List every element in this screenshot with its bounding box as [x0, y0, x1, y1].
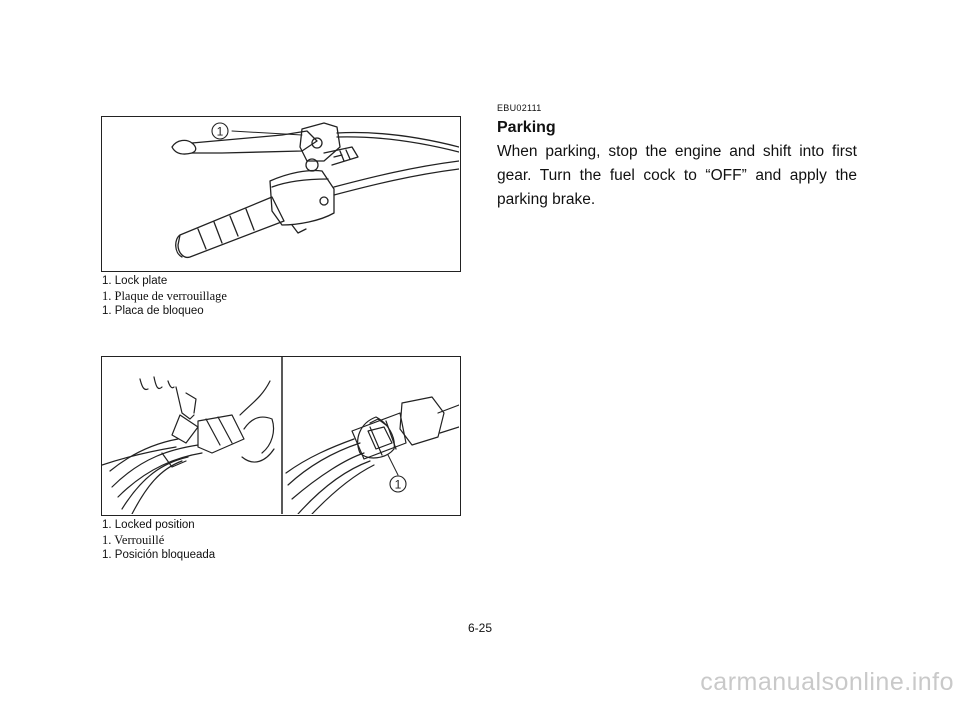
- callout-1: 1: [394, 477, 402, 492]
- section-body: When parking, stop the engine and shift into first gear. Turn the fuel cock to “OFF” and apply the parking brake.: [497, 143, 857, 208]
- figure2-captions: [102, 518, 215, 563]
- caption-fr: 1. Plaque de verrouillage: [102, 289, 227, 303]
- watermark: carmanualsonline.info: [700, 668, 954, 696]
- lever-illustration: [102, 117, 459, 270]
- figure-locked-position: [101, 356, 461, 516]
- section-code: EBU02111: [497, 103, 542, 113]
- caption-fr: 1. Verrouillé: [102, 533, 165, 547]
- figure-lock-plate: [101, 116, 461, 272]
- page-number: [0, 621, 960, 635]
- caption-es: 1. Posición bloqueada: [102, 549, 216, 561]
- caption-en: 1. Locked position: [102, 519, 195, 531]
- section-heading: Parking: [497, 119, 556, 136]
- caption-es: 1. Placa de bloqueo: [102, 305, 204, 317]
- figure1-captions: [102, 274, 227, 319]
- caption-en: 1. Lock plate: [102, 275, 168, 287]
- page-number-text: 6-25: [467, 621, 493, 635]
- locked-position-illustration: [102, 357, 459, 514]
- callout-1: 1: [216, 124, 224, 139]
